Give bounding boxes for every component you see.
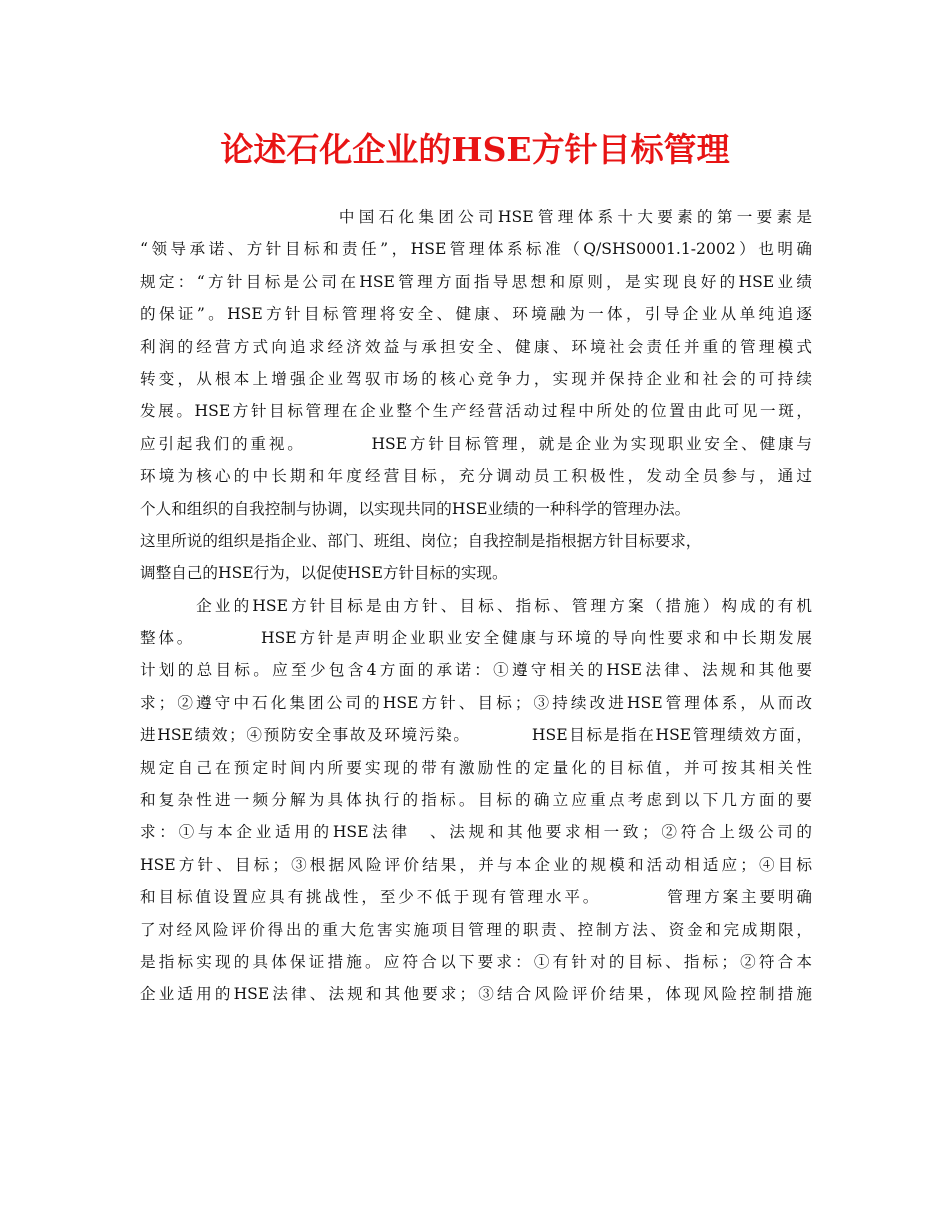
paragraph-line: 应引起我们的重视。 HSE方针目标管理，就是企业为实现职业安全、健康与 (140, 434, 812, 453)
paragraph-line: 是指标实现的具体保证措施。应符合以下要求：①有针对的目标、指标；②符合本 (140, 952, 812, 971)
paragraph-line: 利润的经营方式向追求经济效益与承担安全、健康、环境社会责任并重的管理模式 (140, 337, 812, 356)
paragraph-line: 环境为核心的中长期和年度经营目标，充分调动员工积极性，发动全员参与，通过 (140, 467, 812, 486)
paragraph-line: 求：①与本企业适用的HSE法律 、法规和其他要求相一致；②符合上级公司的 (140, 823, 812, 842)
paragraph-line: 计划的总目标。应至少包含4方面的承诺：①遵守相关的HSE法律、法规和其他要 (140, 661, 812, 680)
paragraph-line: 整体。 HSE方针是声明企业职业安全健康与环境的导向性要求和中长期发展 (140, 629, 812, 648)
paragraph-line: 转变，从根本上增强企业驾驭市场的核心竞争力，实现并保持企业和社会的可持续 (140, 369, 812, 388)
paragraph-line: 规定自己在预定时间内所要实现的带有激励性的定量化的目标值，并可按其相关性 (140, 758, 812, 777)
paragraph-line: 企业适用的HSE法律、法规和其他要求；③结合风险评价结果，体现风险控制措施 (140, 985, 812, 1004)
paragraph-line: 中国石化集团公司HSE管理体系十大要素的第一要素是 (140, 208, 812, 226)
paragraph-line: 了对经风险评价得出的重大危害实施项目管理的职责、控制方法、资金和完成期限， (140, 920, 812, 939)
paragraph-line: 这里所说的组织是指企业、部门、班组、岗位；自我控制是指根据方针目标要求， (140, 531, 702, 550)
paragraph-line: 求；②遵守中石化集团公司的HSE方针、目标；③持续改进HSE管理体系，从而改 (140, 693, 812, 712)
paragraph-line: 的保证”。HSE方针目标管理将安全、健康、环境融为一体，引导企业从单纯追逐 (140, 305, 812, 324)
document-body (140, 201, 812, 1011)
paragraph-line: “领导承诺、方针目标和责任”，HSE管理体系标准（Q/SHS0001.1-2002）也明确 (140, 240, 812, 259)
paragraph-line: 规定：“方针目标是公司在HSE管理方面指导思想和原则，是实现良好的HSE业绩 (140, 272, 812, 291)
paragraph-line: 进HSE绩效；④预防安全事故及环境污染。 HSE目标是指在HSE管理绩效方面， (140, 726, 812, 745)
paragraph-line: 发展。HSE方针目标管理在企业整个生产经营活动过程中所处的位置由此可见一斑， (140, 402, 812, 421)
paragraph-line: 和目标值设置应具有挑战性，至少不低于现有管理水平。 管理方案主要明确 (140, 888, 812, 907)
paragraph-line: 个人和组织的自我控制与协调，以实现共同的HSE业绩的一种科学的管理办法。 (140, 499, 691, 518)
paragraph-line: 企业的HSE方针目标是由方针、目标、指标、管理方案（措施）构成的有机 (140, 596, 812, 615)
paragraph-line: 调整自己的HSE行为，以促使HSE方针目标的实现。 (140, 564, 508, 583)
paragraph-line: 和复杂性进一频分解为具体执行的指标。目标的确立应重点考虑到以下几方面的要 (140, 791, 812, 810)
document-title: 论述石化企业的HSE方针目标管理 (220, 130, 730, 169)
paragraph-line: HSE方针、目标；③根据风险评价结果，并与本企业的规模和活动相适应；④目标 (140, 855, 812, 874)
